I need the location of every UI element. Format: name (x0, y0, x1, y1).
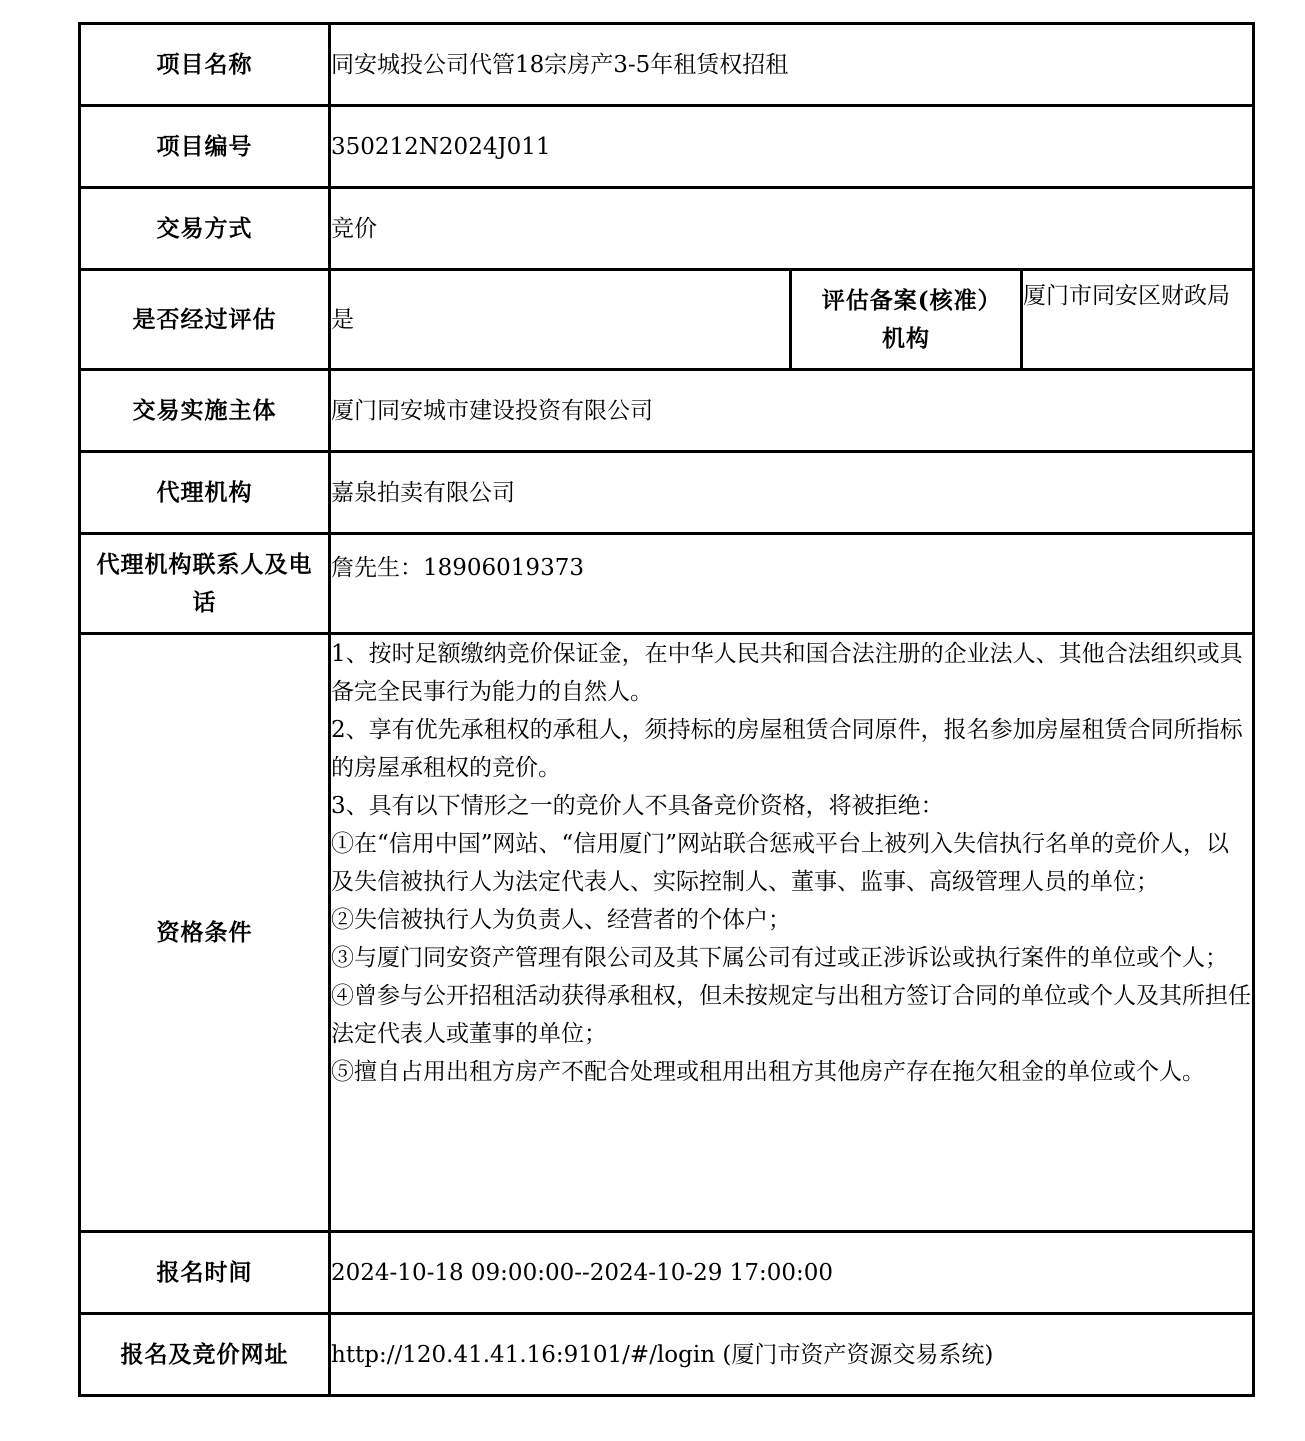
value-signup-time: 2024-10-18 09:00:00--2024-10-29 17:00:00 (330, 1232, 1254, 1314)
qualification-line: ②失信被执行人为负责人、经营者的个体户； (331, 907, 791, 933)
qualification-line: 1、按时足额缴纳竞价保证金，在中华人民共和国合法注册的企业法人、其他合法组织或具备完全民事行为能力的自然人。 (331, 641, 1243, 705)
row-signup-time (80, 1232, 1254, 1314)
row-project-name (80, 24, 1254, 106)
label-signup-time: 报名时间 (80, 1232, 330, 1314)
label-agent: 代理机构 (80, 452, 330, 534)
value-trade-method: 竞价 (330, 188, 1254, 270)
value-signup-url: http://120.41.41.16:9101/#/login (厦门市资产资源交易系统) (330, 1314, 1254, 1396)
value-agent-contact: 詹先生：18906019373 (330, 534, 1254, 634)
qualification-line: ④曾参与公开招租活动获得承租权，但未按规定与出租方签订合同的单位或个人及其所担任法定代表人或董事的单位； (331, 983, 1251, 1047)
value-project-name: 同安城投公司代管18宗房产3-5年租赁权招租 (330, 24, 1254, 106)
label-signup-url: 报名及竞价网址 (80, 1314, 330, 1396)
label-project-number: 项目编号 (80, 106, 330, 188)
value-evaluation-agency: 厦门市同安区财政局 (1022, 270, 1254, 370)
row-agent-contact (80, 534, 1254, 634)
value-evaluated: 是 (330, 270, 791, 370)
label-evaluation-agency: 评估备案(核准）机构 (791, 270, 1022, 370)
row-agent (80, 452, 1254, 534)
row-qualification (80, 634, 1254, 1232)
value-qualification (330, 634, 1254, 1232)
label-trade-method: 交易方式 (80, 188, 330, 270)
row-implementer (80, 370, 1254, 452)
value-agent: 嘉泉拍卖有限公司 (330, 452, 1254, 534)
label-project-name: 项目名称 (80, 24, 330, 106)
label-evaluated: 是否经过评估 (80, 270, 330, 370)
label-qualification: 资格条件 (80, 634, 330, 1232)
label-agent-contact: 代理机构联系人及电话 (80, 534, 330, 634)
qualification-line: ①在“信用中国”网站、“信用厦门”网站联合惩戒平台上被列入失信执行名单的竞价人，以及失信被执行人为法定代表人、实际控制人、董事、监事、高级管理人员的单位； (331, 831, 1230, 895)
qualification-line: 2、享有优先承租权的承租人，须持标的房屋租赁合同原件，报名参加房屋租赁合同所指标的房屋承租权的竞价。 (331, 717, 1243, 781)
row-signup-url (80, 1314, 1254, 1396)
qualification-line: 3、具有以下情形之一的竞价人不具备竞价资格，将被拒绝： (331, 793, 944, 819)
project-info-table (78, 22, 1255, 1397)
qualification-line: ⑤擅自占用出租方房产不配合处理或租用出租方其他房产存在拖欠租金的单位或个人。 (331, 1059, 1205, 1085)
value-project-number: 350212N2024J011 (330, 106, 1254, 188)
row-evaluated (80, 270, 1254, 370)
qualification-line: ③与厦门同安资产管理有限公司及其下属公司有过或正涉诉讼或执行案件的单位或个人； (331, 945, 1228, 971)
label-implementer: 交易实施主体 (80, 370, 330, 452)
value-implementer: 厦门同安城市建设投资有限公司 (330, 370, 1254, 452)
row-project-number (80, 106, 1254, 188)
row-trade-method (80, 188, 1254, 270)
